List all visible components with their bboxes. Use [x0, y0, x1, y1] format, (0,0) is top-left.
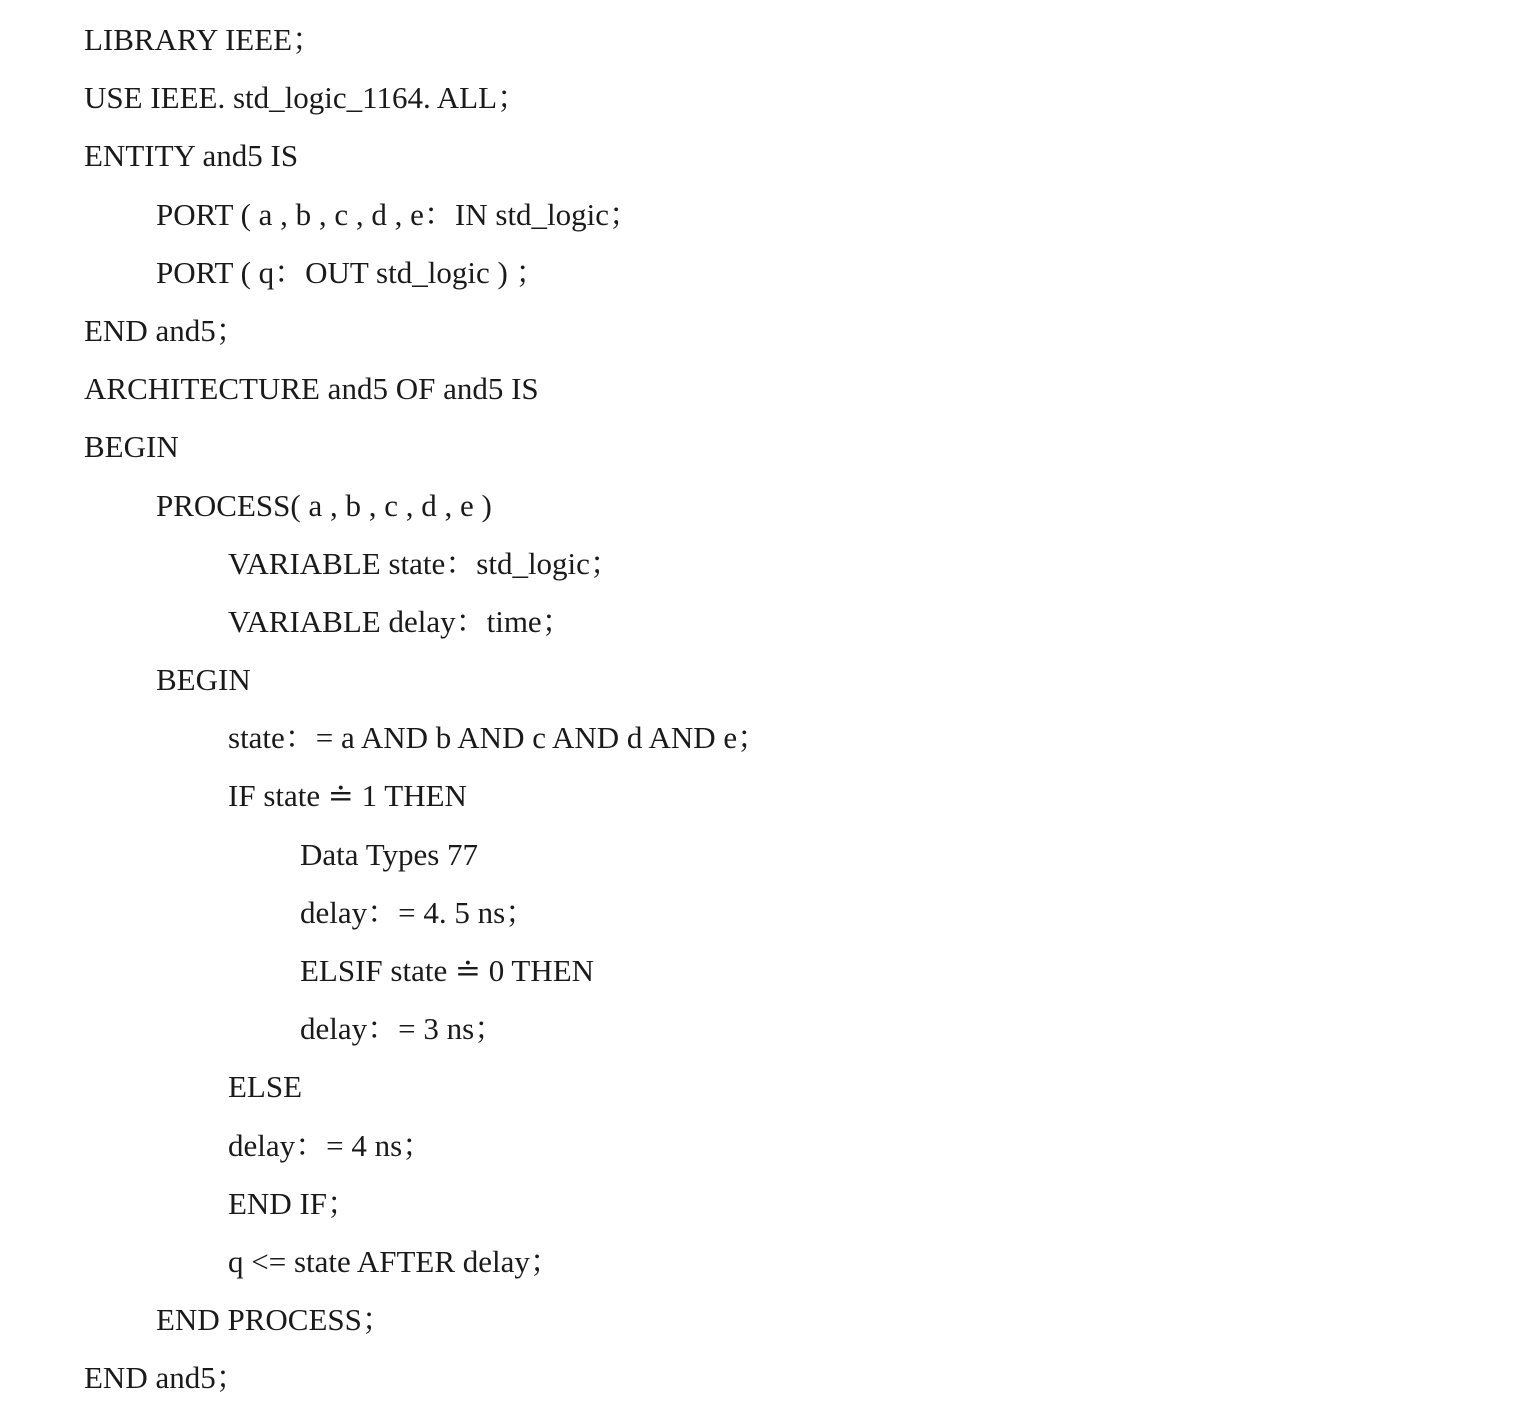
code-line: delay：= 3 ns； [300, 1011, 506, 1047]
code-line: Data Types 77 [300, 836, 479, 872]
code-line: PORT ( q：OUT std_logic ) ； [156, 254, 547, 290]
code-line: LIBRARY IEEE； [84, 22, 324, 57]
code-line: q <= state AFTER delay； [228, 1243, 561, 1279]
code-line: delay：= 4 ns； [228, 1127, 434, 1163]
code-line: END IF； [228, 1185, 359, 1221]
code-line: ENTITY and5 IS [84, 138, 299, 174]
code-line: ELSIF state ≐ 0 THEN [300, 953, 595, 988]
code-line: BEGIN [84, 429, 179, 465]
code-line: ELSE [228, 1069, 303, 1105]
code-line: PORT ( a , b , c , d , e：IN std_logic； [156, 196, 641, 232]
code-line: delay：= 4. 5 ns； [300, 894, 537, 930]
code-line: VARIABLE state：std_logic； [228, 545, 621, 581]
vhdl-code-listing [0, 16, 1535, 1413]
code-line: END PROCESS； [156, 1302, 393, 1338]
code-line: IF state ≐ 1 THEN [228, 778, 467, 814]
code-line: END and5； [84, 1360, 247, 1396]
code-line: BEGIN [156, 662, 251, 698]
code-line: ARCHITECTURE and5 OF and5 IS [84, 371, 539, 407]
code-line: END and5； [84, 312, 247, 348]
code-line: USE IEEE. std_logic_1164. ALL； [84, 80, 529, 116]
code-line: VARIABLE delay：time； [228, 603, 573, 639]
code-line: state：= a AND b AND c AND d AND e； [228, 720, 769, 756]
code-line: PROCESS( a , b , c , d , e ) [156, 487, 492, 523]
